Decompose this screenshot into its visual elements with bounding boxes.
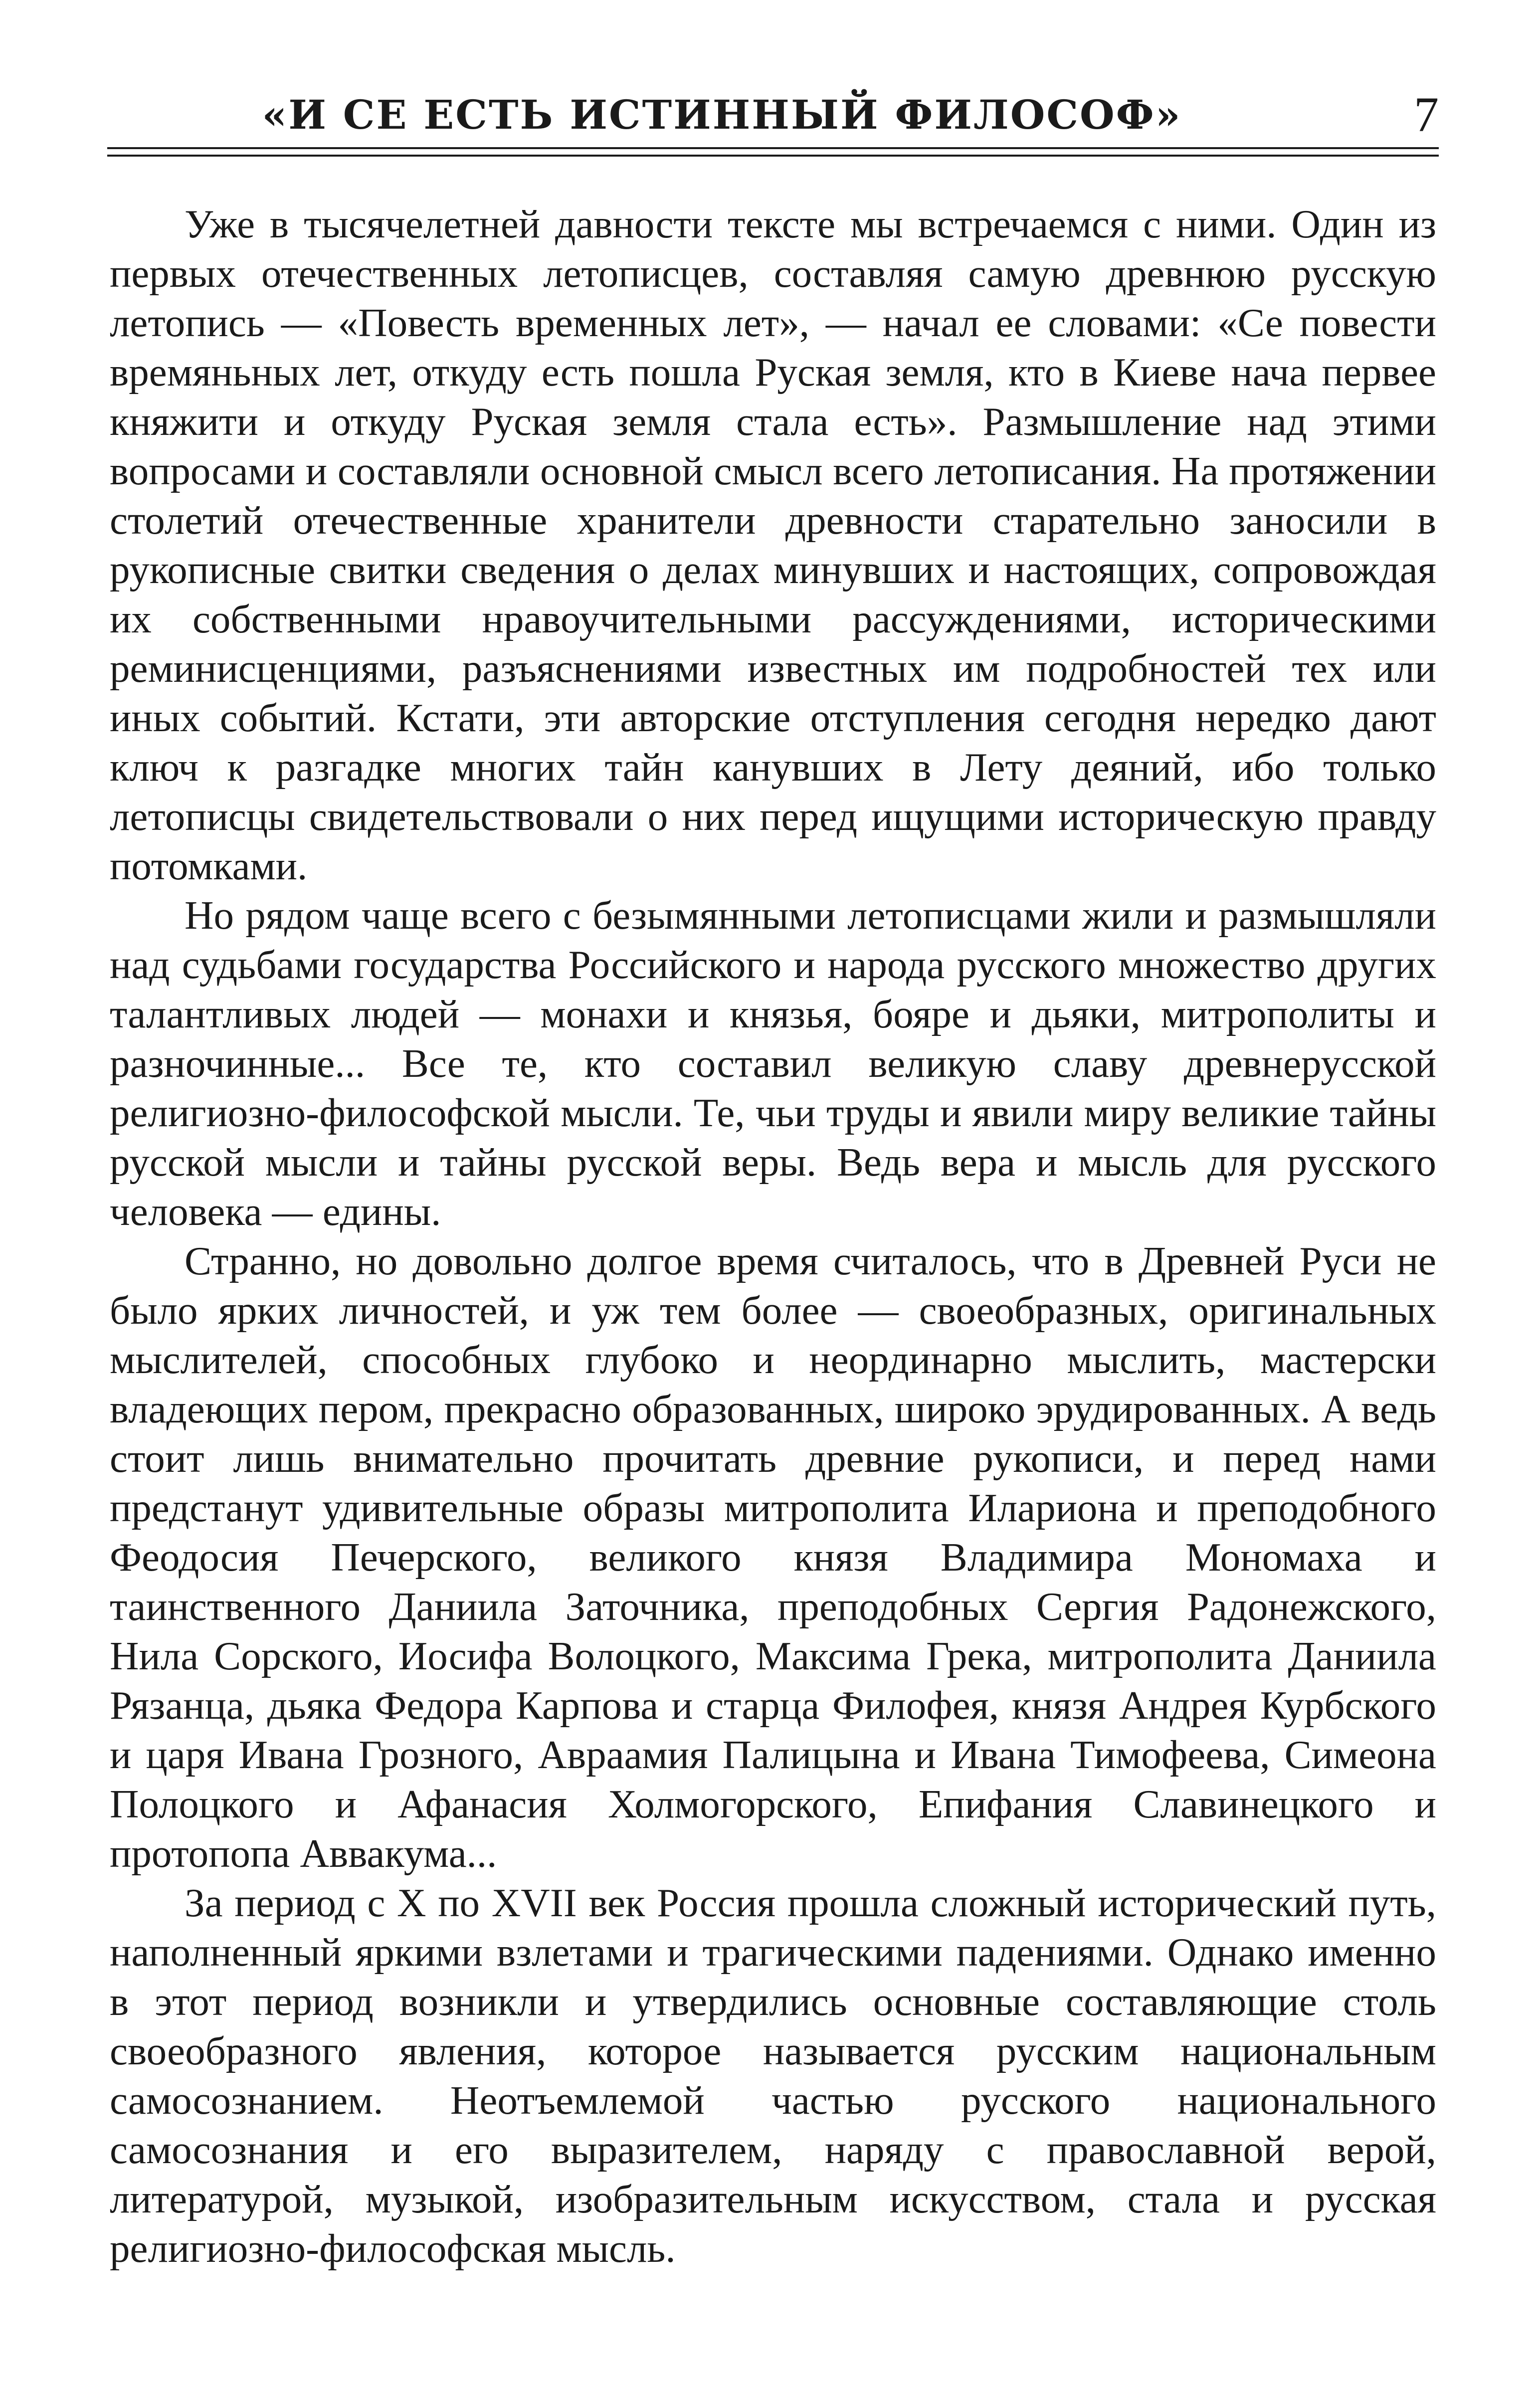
paragraph-1: Уже в тысячелетней давности тексте мы встречаемся с ними. Один из первых отечественных летописцев, составляя самую древнюю русскую летопись — «Повесть временных лет», — начал ее словами: «Се повести времяньных лет, откуду есть пошла Руская земля, кто в Киеве нача первее княжити и откуду Руская земля стала есть». Размышление над этими вопросами и составляли основной смысл всего летописания. На протяжении столетий отечественные хранители древности старательно заносили в рукописные свитки сведения о делах минувших и настоящих, сопровождая их собственными нравоучительными рассуждениями, историческими реминисценциями, разъяснениями известных им подробностей тех или иных событий. Кстати, эти авторские отступления сегодня нередко дают ключ к разгадке многих тайн канувших в Лету деяний, ибо только летописцы свидетельствовали о них перед ищущими историческую правду потомками. (110, 201, 1436, 888)
header-rule-top (107, 147, 1439, 149)
running-header (107, 75, 1439, 160)
paragraph-2: Но рядом чаще всего с безымянными летописцами жили и размышляли над судьбами государства Российского и народа русского множество других талантливых людей — монахи и князья, бояре и дьяки, митрополиты и разночинные... Все те, кто составил великую славу древнерусской религиозно-философской мысли. Те, чьи труды и явили миру великие тайны русской мысли и тайны русской веры. Ведь вера и мысль для русского человека — едины. (110, 893, 1436, 1234)
paragraph-4: За период с X по XVII век Россия прошла сложный исторический путь, наполненный яркими взлетами и трагическими падениями. Однако именно в этот период возникли и утвердились основные составляющие столь своеобразного явления, которое называется русским национальным самосознанием. Неотъемлемой частью русского национального самосознания и его выразителем, наряду с православной верой, литературой, музыкой, изобразительным искусством, стала и русская религиозно-философская мысль. (110, 1880, 1436, 2271)
header-rule-bottom (107, 155, 1439, 157)
page-number: 7 (1414, 87, 1439, 142)
paragraph-3: Странно, но довольно долгое время считалось, что в Древней Руси не было ярких личностей, и уж тем более — своеобразных, оригинальных мыслителей, способных глубоко и неординарно мыслить, мастерски владеющих пером, прекрасно образованных, широко эрудированных. А ведь стоит лишь внимательно прочитать древние рукописи, и перед нами предстанут удивительные образы митрополита Илариона и преподобного Феодосия Печерского, великого князя Владимира Мономаха и таинственного Даниила Заточника, преподобных Сергия Радонежского, Нила Сорского, Иосифа Волоцкого, Максима Грека, митрополита Даниила Рязанца, дьяка Федора Карпова и старца Филофея, князя Андрея Курбского и царя Ивана Грозного, Авраамия Палицына и Ивана Тимофеева, Симеона Полоцкого и Афанасия Холмогорского, Епифания Славинецкого и протопопа Аввакума... (110, 1238, 1436, 1876)
running-title: «И СЕ ЕСТЬ ИСТИННЫЙ ФИЛОСОФ» (262, 91, 1182, 138)
body-text (110, 200, 1436, 2273)
